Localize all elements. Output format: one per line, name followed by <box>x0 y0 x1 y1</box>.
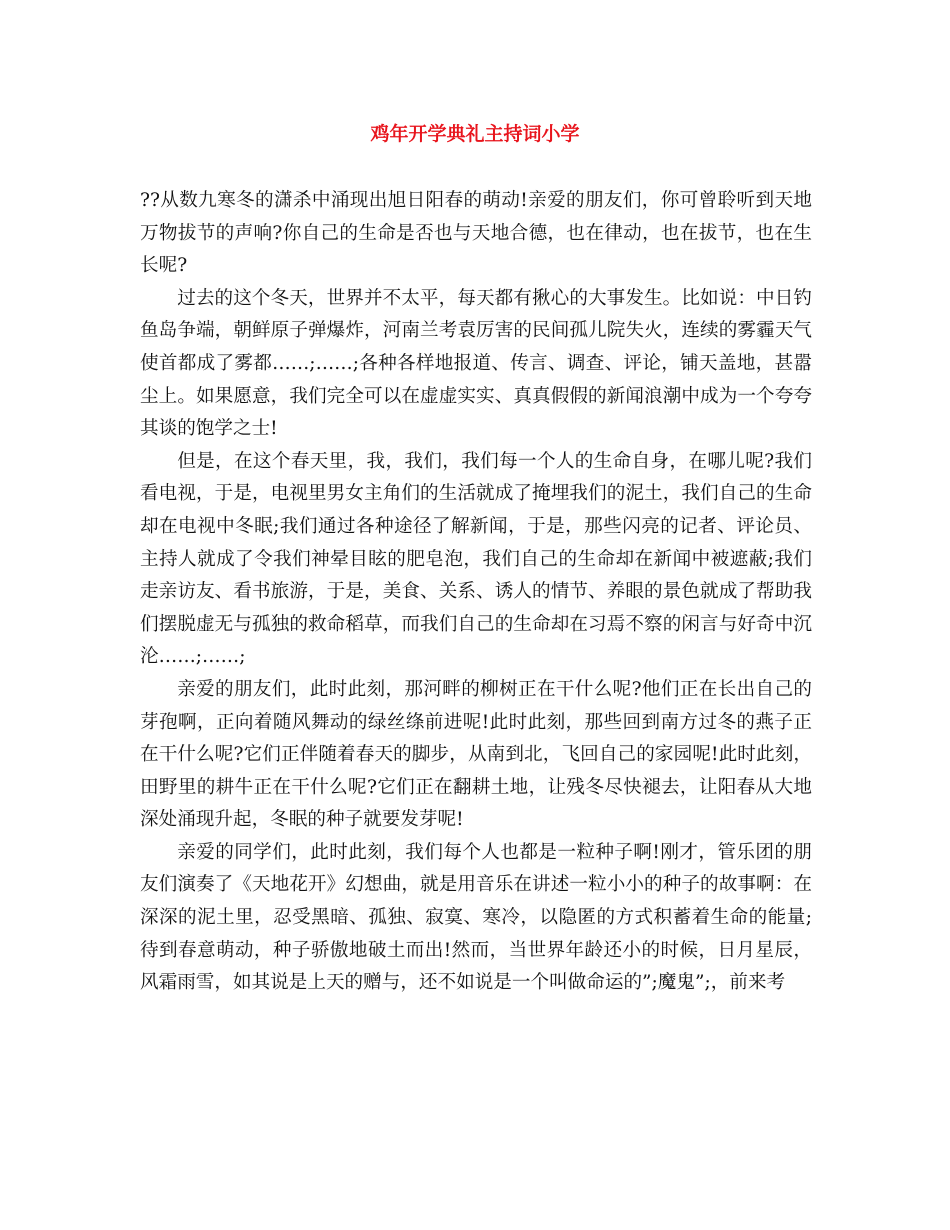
paragraph-1: ??从数九寒冬的潇杀中涌现出旭日阳春的萌动!亲爱的朋友们，你可曾聆听到天地万物拔节的声响?你自己的生命是否也与天地合德，也在律动，也在拔节，也在生长呢? <box>140 190 812 277</box>
paragraph-4: 亲爱的朋友们，此时此刻，那河畔的柳树正在干什么呢?他们正在长出自己的芽孢啊，正向着随风舞动的绿丝绦前进呢!此时此刻，那些回到南方过冬的燕子正在干什么呢?它们正伴随着春天的脚步，从南到北，飞回自己的家园呢!此时此刻，田野里的耕牛正在干什么呢?它们正在翻耕土地，让残冬尽快褪去，让阳春从大地深处涌现升起，冬眠的种子就要发芽呢! <box>140 678 812 831</box>
document-body <box>140 185 812 1000</box>
paragraph-3: 但是，在这个春天里，我，我们，我们每一个人的生命自身，在哪儿呢?我们看电视，于是，电视里男女主角们的生活就成了掩埋我们的泥土，我们自己的生命却在电视中冬眠;我们通过各种途径了解新闻，于是，那些闪亮的记者、评论员、主持人就成了令我们神晕目眩的肥皂泡，我们自己的生命却在新闻中被遮蔽;我们走亲访友、看书旅游，于是，美食、关系、诱人的情节、养眼的景色就成了帮助我们摆脱虚无与孤独的救命稻草，而我们自己的生命却在习焉不察的闲言与好奇中沉沦……;……; <box>140 450 812 668</box>
document-title: 鸡年开学典礼主持词小学 <box>370 123 580 145</box>
paragraph-5: 亲爱的同学们，此时此刻，我们每个人也都是一粒种子啊!刚才，管乐团的朋友们演奏了《天地花开》幻想曲，就是用音乐在讲述一粒小小的种子的故事啊：在深深的泥土里，忍受黑暗、孤独、寂寞、寒冷，以隐匿的方式积蓄着生命的能量;待到春意萌动，种子骄傲地破土而出!然而，当世界年龄还小的时候，日月星辰，风霜雨雪，如其说是上天的赠与，还不如说是一个叫做命运的”;魔鬼”;，前来考 <box>140 841 812 994</box>
paragraph-2: 过去的这个冬天，世界并不太平，每天都有揪心的大事发生。比如说：中日钓鱼岛争端，朝鲜原子弹爆炸，河南兰考袁厉害的民间孤儿院失火，连续的雾霾天气使首都成了雾都……;……;各种各样地报道、传言、调查、评论，铺天盖地，甚嚣尘上。如果愿意，我们完全可以在虚虚实实、真真假假的新闻浪潮中成为一个夸夸其谈的饱学之士! <box>140 287 812 440</box>
